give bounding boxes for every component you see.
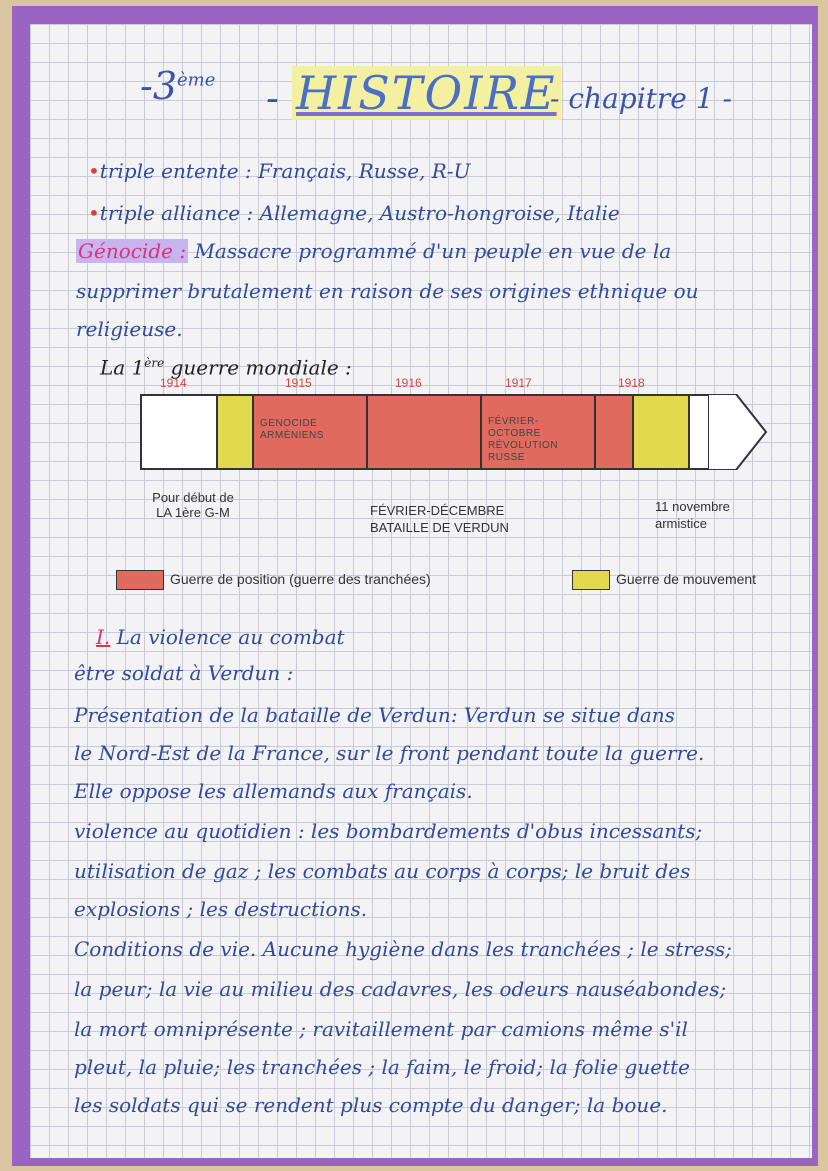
revolution-russe-label: FÉVRIER-OCTOBRE RÉVOLUTION RUSSE [488, 416, 559, 463]
chapter-label: - chapitre 1 - [550, 82, 732, 115]
genocide-definition-line1: Génocide : Massacre programmé d'un peuple en vue de la [78, 239, 672, 263]
binder-page [12, 6, 818, 1166]
conditions-line5: les soldats qui se rendent plus compte du danger; la boue. [74, 1093, 668, 1117]
timeline-start-note: Pour début de LA 1ère G-M [152, 490, 234, 520]
year-label: 1918 [618, 376, 645, 390]
timeline-1915-position [252, 394, 368, 470]
verdun-note: FÉVRIER-DÉCEMBRE BATAILLE DE VERDUN [370, 503, 509, 535]
verdun-presentation-line2: le Nord-Est de la France, sur le front pendant toute la guerre. [74, 741, 705, 765]
conditions-line3: la mort omniprésente ; ravitaillement par camions même s'il [74, 1017, 688, 1041]
legend-movement-label: Guerre de mouvement [616, 571, 757, 587]
violence-line1: violence au quotidien : les bombardements d'obus incessants; [74, 819, 703, 843]
title-grade: -3ème [140, 64, 216, 108]
armistice-note: 11 novembre armistice [655, 499, 730, 531]
timeline-1918-position [594, 394, 634, 470]
section1-subheading: être soldat à Verdun : [74, 661, 294, 685]
section1-heading: I. La violence au combat [96, 625, 345, 649]
grid-sheet [30, 24, 812, 1158]
conditions-line4: pleut, la pluie; les tranchées ; la faim, le froid; la folie guette [74, 1055, 690, 1079]
genocide-term: Génocide : [78, 239, 187, 263]
genocide-definition-line3: religieuse. [76, 317, 183, 341]
year-label: 1916 [395, 376, 422, 390]
triple-entente-line: •triple entente : Français, Russe, R-U [88, 159, 471, 183]
conditions-line2: la peur; la vie au milieu des cadavres, les odeurs nauséabondes; [74, 977, 727, 1001]
timeline-1917-position [480, 394, 596, 470]
timeline-1918-white [688, 394, 710, 470]
genocide-armeniens-label: GENOCIDE ARMÉNIENS [260, 418, 324, 441]
timeline-title: La 1ère guerre mondiale : [100, 355, 352, 380]
violence-line2: utilisation de gaz ; les combats au corps à corps; le bruit des [74, 859, 691, 883]
ww1-timeline [140, 376, 790, 479]
verdun-presentation-line3: Elle oppose les allemands aux français. [74, 779, 473, 803]
conditions-line1: Conditions de vie. Aucune hygiène dans les tranchées ; le stress; [74, 937, 732, 961]
verdun-presentation-line1: Présentation de la bataille de Verdun: Verdun se situe dans [74, 703, 675, 727]
year-label: 1915 [285, 376, 312, 390]
legend-position-swatch [116, 570, 164, 590]
violence-line3: explosions ; les destructions. [74, 897, 368, 921]
genocide-definition-line2: supprimer brutalement en raison de ses origines ethnique ou [76, 279, 699, 303]
legend-movement-swatch [572, 570, 610, 590]
timeline-1916-position [366, 394, 482, 470]
year-label: 1917 [505, 376, 532, 390]
year-label: 1914 [160, 376, 187, 390]
timeline-arrow-head [708, 394, 768, 470]
timeline-1914-movement [216, 394, 254, 470]
title-dash: - [266, 76, 279, 120]
legend-position-label: Guerre de position (guerre des tranchées) [170, 571, 431, 587]
timeline-1914-white [140, 394, 218, 470]
triple-alliance-line: •triple alliance : Allemagne, Austro-hongroise, Italie [88, 201, 620, 225]
page-title: HISTOIRE [292, 66, 561, 120]
timeline-1918-movement [632, 394, 690, 470]
